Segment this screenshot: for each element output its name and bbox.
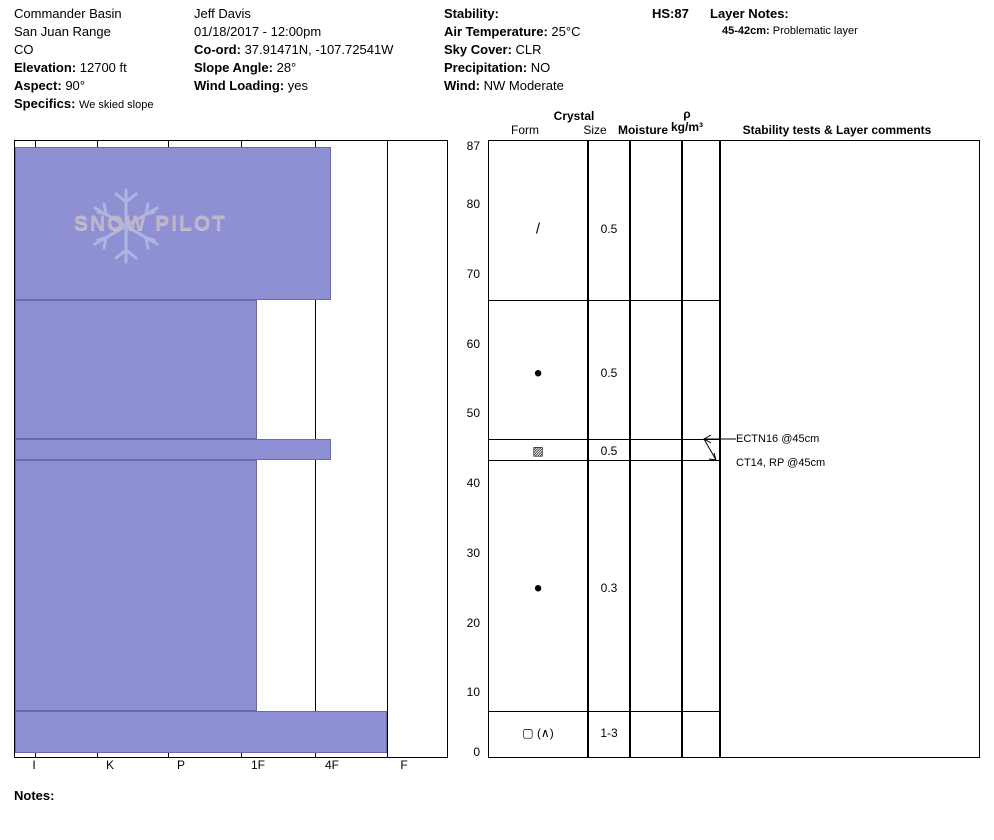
column-header-size: Size	[583, 123, 607, 137]
snow-profile-plot	[14, 140, 980, 758]
column-header-crystal: Crystal	[553, 109, 595, 123]
elevation-label: Elevation:	[14, 60, 77, 75]
wind-loading-label: Wind Loading:	[194, 78, 285, 93]
specifics-value: We skied slope	[79, 99, 154, 111]
slope-angle-label: Slope Angle:	[194, 60, 273, 75]
air-temperature-value: 25°C	[551, 24, 581, 39]
depth-tick-label: 70	[466, 267, 480, 281]
column-header-density	[664, 108, 710, 134]
air-temperature-label: Air Temperature:	[444, 24, 548, 39]
layer-note-text: Problematic layer	[772, 25, 858, 37]
observation-datetime: 01/18/2017 - 12:00pm	[194, 24, 322, 39]
hs-label: HS:	[652, 6, 675, 21]
hardness-tick-label: 1F	[250, 758, 266, 772]
hardness-axis	[14, 758, 454, 778]
header	[0, 4, 994, 116]
stability-label: Stability:	[444, 6, 499, 21]
grain-size-value: 0.5	[600, 444, 618, 458]
snowpilot-watermark	[54, 180, 244, 270]
grain-size-value: 1-3	[600, 726, 618, 740]
location-name: Commander Basin	[14, 6, 122, 21]
layer-note-item	[722, 25, 990, 37]
precipitation-label: Precipitation:	[444, 60, 528, 75]
grain-symbol: ▨	[532, 444, 544, 458]
header-conditions-block	[444, 6, 654, 96]
depth-tick-label: 80	[466, 197, 480, 211]
hardness-tick-label: F	[400, 758, 408, 772]
wind-label: Wind:	[444, 78, 480, 93]
layer-bar	[15, 711, 387, 753]
sky-cover-label: Sky Cover:	[444, 42, 512, 57]
stability-test-label: CT14, RP @45cm	[736, 457, 826, 469]
layer-bar	[15, 300, 257, 439]
notes-label: Notes:	[14, 788, 55, 803]
header-observer-block	[194, 6, 444, 96]
density-units: kg/m³	[670, 120, 703, 134]
grain-size-value: 0.5	[600, 366, 618, 380]
location-state: CO	[14, 42, 34, 57]
header-layer-notes-block	[710, 6, 990, 37]
hardness-tick-label: 4F	[324, 758, 340, 772]
depth-tick-label: 87	[466, 139, 480, 153]
wind-value: NW Moderate	[483, 78, 564, 93]
watermark-text: SNOW PILOT	[74, 212, 227, 235]
hardness-tick-label: I	[32, 758, 36, 772]
stability-test-label: ECTN16 @45cm	[736, 433, 820, 445]
depth-axis	[448, 140, 488, 758]
observer-name: Jeff Davis	[194, 6, 251, 21]
grain-size-value: 0.5	[600, 222, 618, 236]
precipitation-value: NO	[530, 60, 551, 75]
grain-form-column	[488, 140, 588, 758]
coord-label: Co-ord:	[194, 42, 241, 57]
column-header-moisture: Moisture	[617, 123, 668, 137]
depth-tick-label: 60	[466, 337, 480, 351]
column-header-form: Form	[511, 123, 539, 137]
layer-note-depth: 45-42cm:	[722, 25, 770, 37]
depth-tick-label: 0	[473, 745, 480, 759]
wind-loading-value: yes	[287, 78, 308, 93]
grain-symbol: ▢ (∧)	[522, 726, 554, 740]
depth-tick-label: 20	[466, 616, 480, 630]
aspect-value: 90°	[65, 78, 85, 93]
stability-tests-column	[720, 140, 980, 758]
depth-tick-label: 40	[466, 476, 480, 490]
elevation-value: 12700 ft	[79, 60, 127, 75]
layer-bar	[15, 439, 331, 460]
depth-tick-label: 50	[466, 406, 480, 420]
slope-angle-value: 28°	[276, 60, 297, 75]
layer-notes-title: Layer Notes:	[710, 6, 789, 21]
location-range: San Juan Range	[14, 24, 111, 39]
hs-value: 87	[674, 6, 689, 21]
sky-cover-value: CLR	[515, 42, 542, 57]
aspect-label: Aspect:	[14, 78, 62, 93]
depth-tick-label: 10	[466, 685, 480, 699]
grain-symbol: ●	[533, 364, 543, 382]
coord-value: 37.91471N, -107.72541W	[244, 42, 394, 57]
grain-symbol: ●	[533, 579, 543, 597]
column-header-stability-tests: Stability tests & Layer comments	[742, 123, 932, 137]
layer-bar	[15, 460, 257, 711]
grain-size-value: 0.3	[600, 581, 618, 595]
hardness-tick-label: P	[176, 758, 186, 772]
moisture-column	[630, 140, 682, 758]
header-hs-block	[652, 6, 712, 24]
specifics-label: Specifics:	[14, 96, 76, 111]
grain-symbol: /	[535, 220, 541, 238]
hardness-tick-label: K	[105, 758, 115, 772]
density-symbol: ρ	[683, 107, 691, 121]
header-location-block	[14, 6, 194, 116]
grain-size-column	[588, 140, 630, 758]
depth-tick-label: 30	[466, 546, 480, 560]
